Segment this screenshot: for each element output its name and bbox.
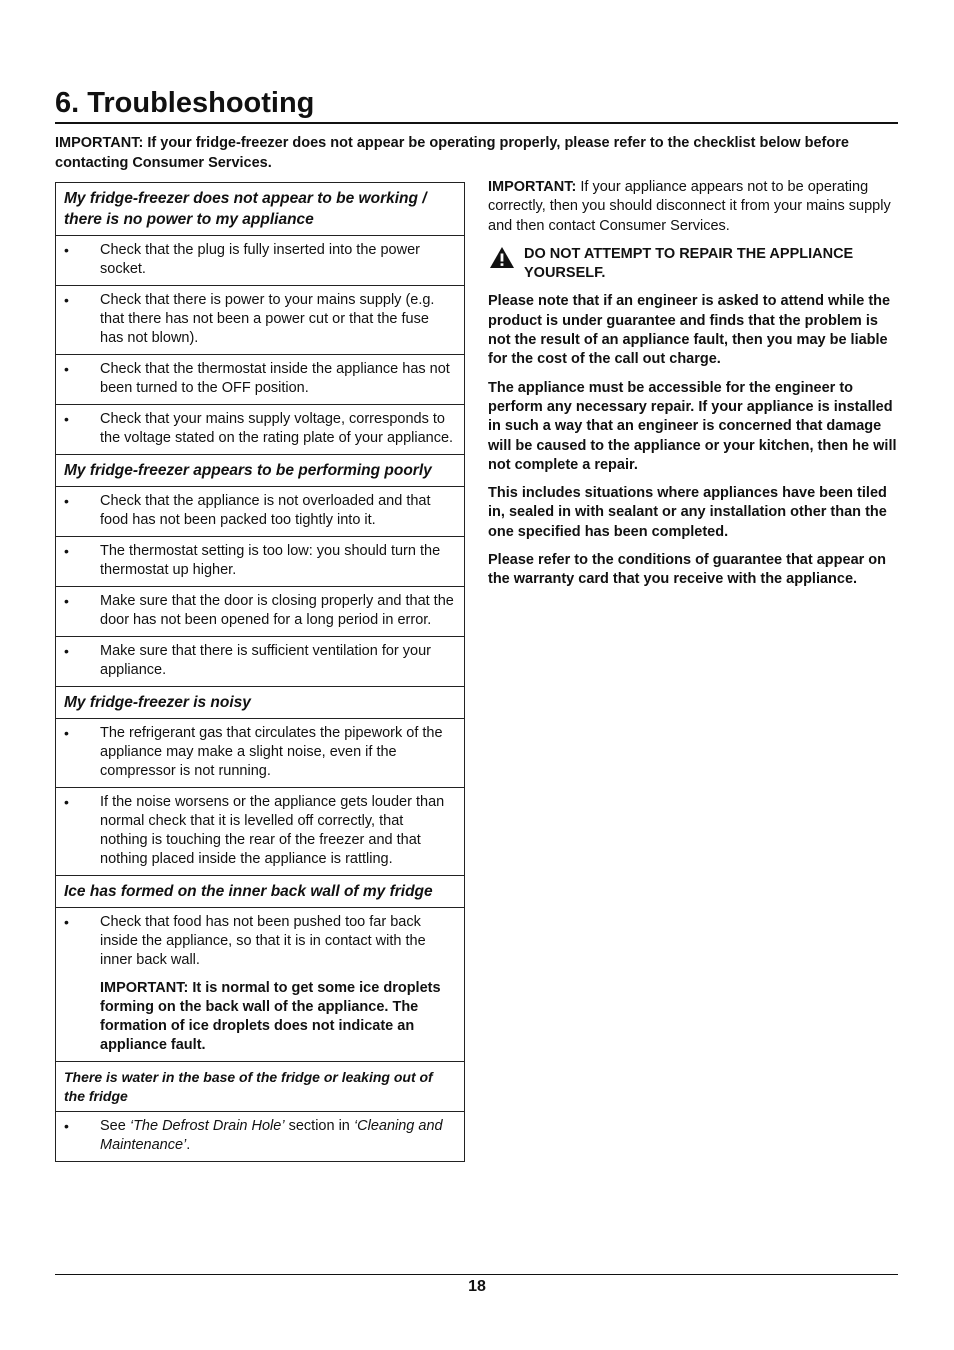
installation-paragraph: This includes situations where appliances have been tiled in, sealed in with sealant or any installation other than the one specified has been completed. xyxy=(488,485,887,540)
row-text-mid: section in xyxy=(284,1118,354,1134)
row-text: Check that your mains supply voltage, corresponds to the voltage stated on the rating plate of your appliance. xyxy=(100,411,454,446)
troubleshooting-table xyxy=(55,182,465,1162)
page-heading xyxy=(55,84,898,124)
bullet-icon: • xyxy=(64,643,69,659)
table-row xyxy=(56,286,464,355)
table-row xyxy=(56,236,464,286)
section-heading-noisy: My fridge-freezer is noisy xyxy=(56,687,464,719)
page-title: 6. Troubleshooting xyxy=(55,87,315,119)
intro-text: If your fridge-freezer does not appear be operating properly, please refer to the checklist below before contacting Consumer Services. xyxy=(55,135,849,171)
section-heading-water: There is water in the base of the fridge or leaking out of the fridge xyxy=(56,1062,464,1112)
bullet-icon: • xyxy=(64,411,69,427)
bullet-icon: • xyxy=(64,794,69,810)
right-important-text: If your appliance appears not to be operating correctly, then you should disconnect it from your mains supply and then contact Consumer Services. xyxy=(488,179,891,234)
bullet-icon: • xyxy=(64,493,69,509)
row-text: Make sure that there is sufficient ventilation for your appliance. xyxy=(100,643,431,678)
row-text: Make sure that the door is closing properly and that the door has not been opened for a long period in error. xyxy=(100,593,454,628)
warning-text: DO NOT ATTEMPT TO REPAIR THE APPLIANCE YOURSELF. xyxy=(524,245,854,282)
note-label: IMPORTANT: xyxy=(100,980,189,996)
table-row xyxy=(56,537,464,587)
accessibility-paragraph: The appliance must be accessible for the engineer to perform any necessary repair. If your appliance is installed in such a way that an engineer is concerned that damage will be caused to the appliance or your kitchen, then he will not complete a repair. xyxy=(488,379,897,473)
bullet-icon: • xyxy=(64,242,69,258)
intro-important-label: IMPORTANT: xyxy=(55,135,144,151)
ref-cleaning-maintenance: ‘Cleaning and Maintenance’ xyxy=(100,1118,443,1153)
page-number: 18 xyxy=(468,1278,486,1295)
bullet-icon: • xyxy=(64,914,69,930)
table-row xyxy=(56,908,464,1062)
row-text: The thermostat setting is too low: you should turn the thermostat up higher. xyxy=(100,543,441,578)
row-text: If the noise worsens or the appliance gets louder than normal check that it is levelled off correctly, that nothing is touching the rear of the freezer and that nothing placed inside the appliance is rattling. xyxy=(100,794,445,867)
section-heading-performing-poorly: My fridge-freezer appears to be performing poorly xyxy=(56,455,464,487)
row-text: Check that the thermostat inside the appliance has not been turned to the OFF position. xyxy=(100,361,450,396)
right-column xyxy=(488,178,900,599)
right-important-label: IMPORTANT: xyxy=(488,179,577,195)
row-text: The refrigerant gas that circulates the pipework of the appliance may make a slight noise, even if the compressor is not running. xyxy=(100,725,443,779)
table-row xyxy=(56,355,464,405)
note-text: It is normal to get some ice droplets forming on the back wall of the appliance. The formation of ice droplets does not indicate an appliance fault. xyxy=(100,980,441,1053)
engineer-charge-paragraph: Please note that if an engineer is asked to attend while the product is under guarantee and finds that the problem is not the result of an appliance fault, then you may be liable for the cost of the call out charge. xyxy=(488,293,891,368)
bullet-icon: • xyxy=(64,361,69,377)
bullet-icon: • xyxy=(64,725,69,741)
table-row xyxy=(56,487,464,537)
section-heading-ice: Ice has formed on the inner back wall of my fridge xyxy=(56,876,464,908)
bullet-icon: • xyxy=(64,292,69,308)
table-row xyxy=(56,1112,464,1161)
warning-triangle-icon xyxy=(489,246,515,269)
bullet-icon: • xyxy=(64,543,69,559)
warning-block xyxy=(488,245,900,284)
row-text: Check that the plug is fully inserted into the power socket. xyxy=(100,242,420,277)
ref-defrost-drain-hole: ‘The Defrost Drain Hole’ xyxy=(129,1118,285,1134)
table-row xyxy=(56,719,464,788)
right-important-paragraph xyxy=(488,178,900,236)
row-text: Check that the appliance is not overloaded and that food has not been packed too tightly into it. xyxy=(100,493,431,528)
guarantee-paragraph: Please refer to the conditions of guarantee that appear on the warranty card that you receive with the appliance. xyxy=(488,552,887,588)
table-row xyxy=(56,788,464,876)
bullet-icon: • xyxy=(64,1118,69,1134)
ice-important-note xyxy=(100,979,454,1055)
row-text-end: . xyxy=(186,1137,191,1153)
row-text-see: See xyxy=(100,1118,130,1134)
row-text: Check that food has not been pushed too far back inside the appliance, so that it is in contact with the inner back wall. xyxy=(100,914,426,968)
table-row xyxy=(56,637,464,687)
bullet-icon: • xyxy=(64,593,69,609)
intro-paragraph xyxy=(55,134,898,173)
row-text: Check that there is power to your mains supply (e.g. that there has not been a power cut or that the fuse has not blown). xyxy=(100,292,435,346)
table-row xyxy=(56,587,464,637)
table-row xyxy=(56,405,464,455)
section-heading-no-power: My fridge-freezer does not appear to be working / there is no power to my appliance xyxy=(56,183,464,236)
footer-divider xyxy=(55,1274,898,1275)
